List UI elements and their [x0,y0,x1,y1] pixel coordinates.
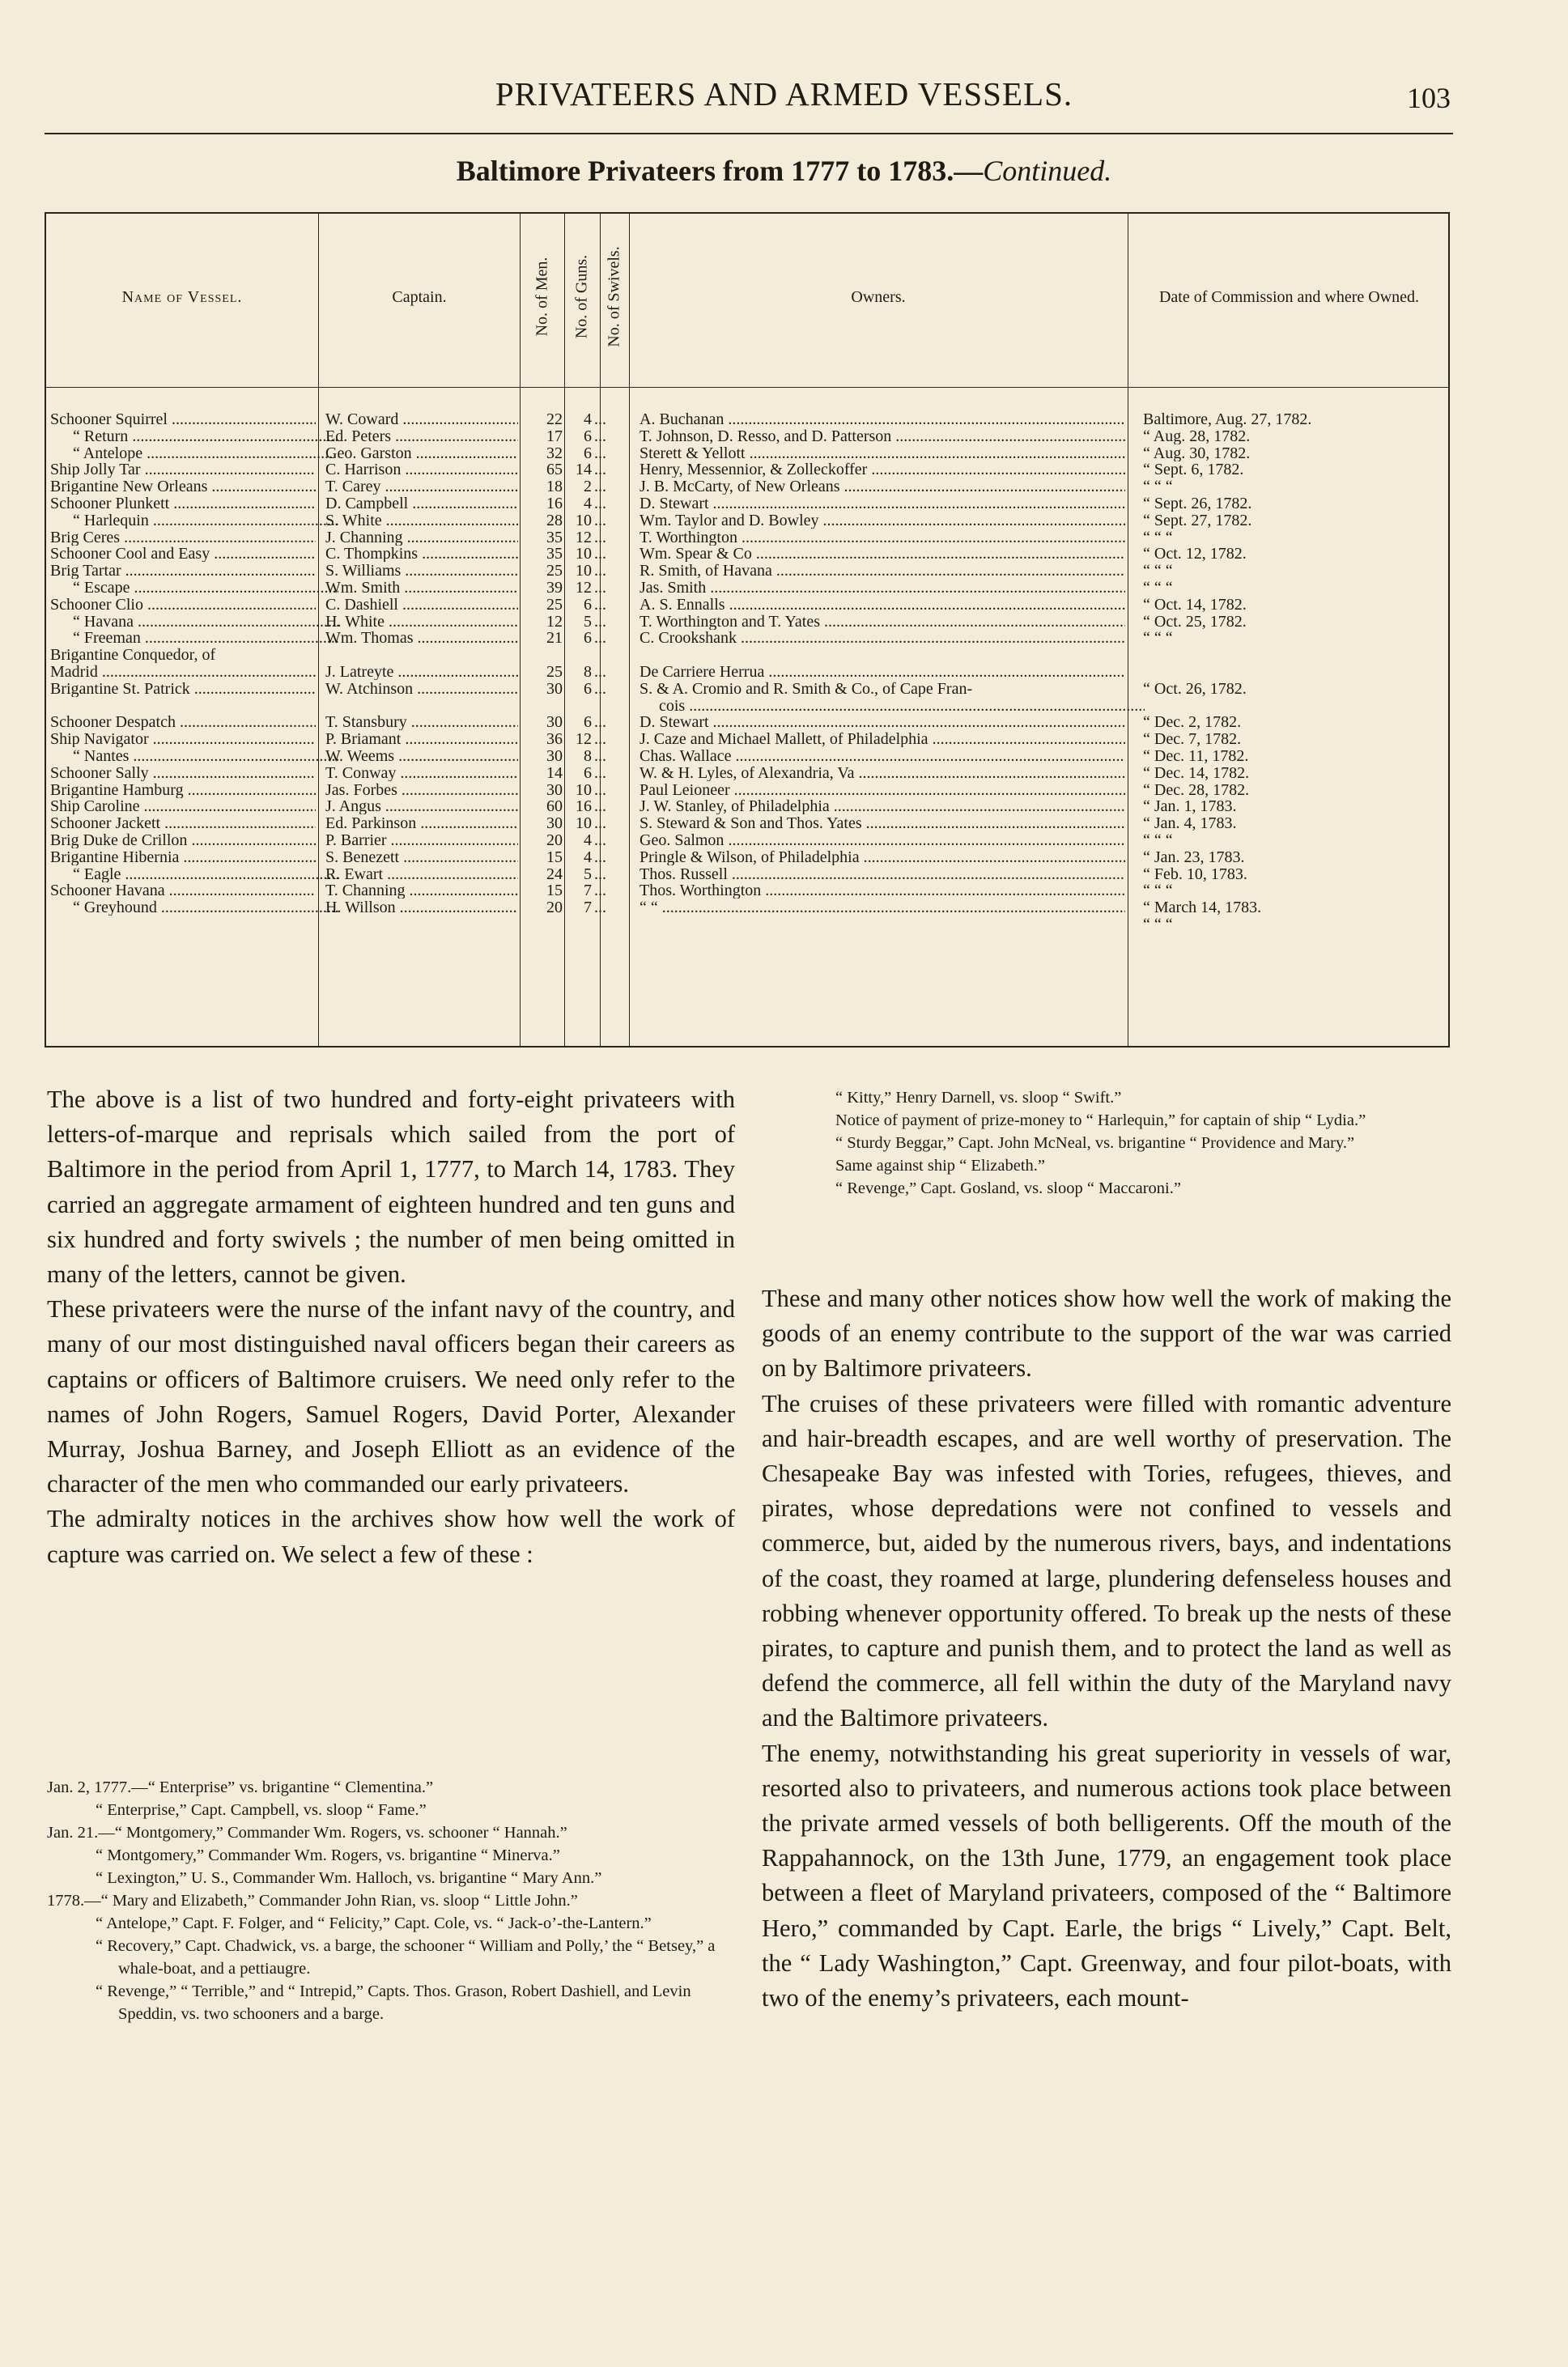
table-cell-men [521,916,563,933]
table-cell-vessel: Madrid ..... [50,664,316,680]
table-cell-date: “ Sept. 6, 1782. [1143,461,1244,478]
paragraph: These and many other notices show how well the work of making the goods of an enemy contribute to the support of the war was carried on by Baltimore privateers. [762,1285,1451,1383]
table-cell-captain: H. White ..... [325,614,518,630]
table-cell-captain: Wm. Thomas ..... [325,630,518,646]
table-cell-owners: “ “ ..... [640,899,1125,916]
table-cell-vessel: Brig Duke de Crillon ..... [50,832,316,848]
table-cell-men: 18 [546,478,563,495]
table-cell-captain [325,916,518,933]
table-cell-swivels: ... [594,630,606,647]
table-cell-owners: A. Buchanan ..... [640,411,1125,427]
table-cell-men: 14 [546,764,563,781]
table-cell-vessel: Schooner Havana ..... [50,882,316,899]
table-cell-men: 32 [546,444,563,461]
paragraph: The cruises of these privateers were filled with romantic adventure and hair-breadth escapes, and are well worthy of preservation. The Chesapeake Bay was infested with Tories, refugees, thieves, and pirates, whose depredations were not confined to vessels and commerce, but, aided by the numerous rivers, bays, and indentations of the coast, they roamed at large, plundering defenseless houses and robbing whenever opportunity offered. To break up the nests of these pirates, to capture and punish them, and to protect the land as well as defend the commerce, all fell within the duty of the Maryland navy and the Baltimore privateers. [762,1389,1451,1732]
table-cell-men: 30 [546,714,563,731]
table-cell-men: 36 [546,731,563,748]
table-cell-vessel: Schooner Despatch ..... [50,714,316,730]
table-cell-captain [325,698,518,714]
table-cell-captain: T. Stansbury ..... [325,714,518,730]
table-cell-captain [325,647,518,663]
table-cell-captain: C. Dashiell ..... [325,597,518,613]
left-column-notices [47,1776,727,2025]
table-cell-men: 15 [546,848,563,865]
table-cell-owners: Wm. Taylor and D. Bowley ..... [640,512,1125,529]
table-cell-vessel: “ Escape ..... [50,580,338,596]
table-cell-men: 12 [546,613,563,630]
table-cell-captain: D. Campbell ..... [325,495,518,512]
table-cell-men: 20 [546,899,563,916]
table-cell-owners [640,647,1125,663]
table-cell-vessel: Ship Navigator ..... [50,731,316,747]
table-cell-captain: J. Latreyte ..... [325,664,518,680]
table-cell-owners: R. Smith, of Havana ..... [640,563,1125,579]
table-cell-guns: 6 [584,596,592,613]
table-cell-men [521,698,563,714]
table-cell-captain: W. Atchinson ..... [325,681,518,697]
table-cell-men: 30 [546,748,563,764]
admiralty-notice: “ Antelope,” Capt. F. Folger, and “ Felicity,” Capt. Cole, vs. “ Jack-o’-the-Lantern.” [96,1914,652,1932]
header-men: No. of Men. [533,257,551,337]
table-cell-vessel: Brigantine Hibernia ..... [50,849,316,865]
table-cell-swivels: ... [594,664,606,680]
table-cell-vessel: Brig Ceres ..... [50,529,316,546]
table-cell-captain: J. Angus ..... [325,798,518,814]
table-cell-vessel: Brigantine New Orleans ..... [50,478,316,495]
table-cell-owners: C. Crookshank ..... [640,630,1125,646]
table-cell-captain: T. Conway ..... [325,765,518,781]
header-swivels: No. of Swivels. [605,246,623,347]
right-column-text [762,1281,1451,2016]
table-cell-guns: 16 [576,798,592,815]
table-cell-men: 65 [546,461,563,478]
table-cell-owners: S. & A. Cromio and R. Smith & Co., of Cape Fran- [640,680,973,697]
table-cell-date: “ Jan. 1, 1783. [1143,798,1237,815]
table-cell-men: 39 [546,580,563,596]
table-cell-vessel: “ Nantes ..... [50,748,338,764]
table-cell-guns: 4 [584,832,592,848]
header-vessel: Name of Vessel. [121,288,243,306]
table-cell-swivels: ... [594,580,606,596]
table-cell-vessel: “ Return ..... [50,428,338,444]
admiralty-notice: 1778.—“ Mary and Elizabeth,” Commander John Rian, vs. sloop “ Little John.” [47,1892,578,1910]
table-cell-men: 35 [546,546,563,563]
table-cell-swivels: ... [594,596,606,613]
table-cell-swivels: ... [594,563,606,580]
admiralty-notice: “ Enterprise,” Capt. Campbell, vs. sloop “ Fame.” [96,1801,427,1819]
table-cell-vessel [50,698,316,714]
table-cell-guns: 10 [576,815,592,832]
table-cell-date: “ Dec. 28, 1782. [1143,781,1250,798]
table-cell-guns: 8 [584,664,592,680]
admiralty-notice: Notice of payment of prize-money to “ Harlequin,” for captain of ship “ Lydia.” [835,1111,1366,1129]
table-cell-guns: 4 [584,848,592,865]
table-cell-guns: 6 [584,680,592,697]
table-cell-captain: T. Channing ..... [325,882,518,899]
table-cell-date: “ Dec. 14, 1782. [1143,764,1250,781]
table-cell-captain: Wm. Smith ..... [325,580,518,596]
table-cell-date [1135,698,1455,714]
table-cell-guns: 10 [576,546,592,563]
table-cell-men: 35 [546,529,563,546]
table-cell-owners: De Carriere Herrua ..... [640,664,1125,680]
col-rule [629,212,630,1048]
table-cell-captain: R. Ewart ..... [325,866,518,882]
table-cell-owners [640,916,1125,933]
table-cell-owners: J. W. Stanley, of Philadelphia ..... [640,798,1125,814]
admiralty-notice: “ Montgomery,” Commander Wm. Rogers, vs. brigantine “ Minerva.” [96,1846,560,1864]
table-cell-vessel: “ Greyhound ..... [50,899,338,916]
table-cell-captain: S. Benezett ..... [325,849,518,865]
table-cell-owners: cois ..... [640,698,1145,714]
table-cell-vessel: “ Eagle ..... [50,866,338,882]
table-cell-guns: 5 [584,865,592,882]
paragraph: The admiralty notices in the archives show how well the work of capture was carried on. We select a few of these : [47,1505,735,1568]
header-rule [45,133,1453,134]
table-cell-date: “ March 14, 1783. [1143,899,1262,916]
table-cell-vessel: “ Harlequin ..... [50,512,338,529]
table-cell-men [521,647,563,663]
table-title-continued: Continued. [983,155,1112,187]
table-cell-guns: 6 [584,444,592,461]
table-cell-guns: 10 [576,781,592,798]
table-cell-date: “ Feb. 10, 1783. [1143,865,1247,882]
header-row-rule [45,387,1450,388]
table-cell-date: “ “ “ [1143,529,1173,546]
table-cell-vessel: Ship Jolly Tar ..... [50,461,316,478]
table-cell-men: 25 [546,596,563,613]
table-cell-guns [566,916,592,933]
table-cell-owners: T. Worthington and T. Yates ..... [640,614,1125,630]
table-cell-owners: Thos. Russell ..... [640,866,1125,882]
table-cell-vessel: “ Havana ..... [50,614,338,630]
admiralty-notice: “ Revenge,” Capt. Gosland, vs. sloop “ Maccaroni.” [835,1179,1181,1197]
table-cell-vessel: Ship Caroline ..... [50,798,316,814]
table-cell-owners: Jas. Smith ..... [640,580,1125,596]
table-cell-swivels [594,698,627,714]
table-cell-vessel: Schooner Clio ..... [50,597,316,613]
table-cell-vessel: Brigantine Conquedor, of [50,647,216,664]
admiralty-notice: “ Sturdy Beggar,” Capt. John McNeal, vs. brigantine “ Providence and Mary.” [835,1134,1355,1152]
table-cell-guns: 12 [576,731,592,748]
table-cell-date: “ Oct. 26, 1782. [1143,680,1247,697]
table-cell-captain: C. Thompkins ..... [325,546,518,562]
table-cell-owners: Pringle & Wilson, of Philadelphia ..... [640,849,1125,865]
admiralty-notice: Jan. 21.—“ Montgomery,” Commander Wm. Rogers, vs. schooner “ Hannah.” [47,1824,567,1842]
table-cell-guns: 5 [584,613,592,630]
table-cell-date: “ Dec. 7, 1782. [1143,731,1242,748]
table-cell-swivels: ... [594,444,606,461]
table-cell-guns [566,647,592,663]
table-cell-guns: 8 [584,748,592,764]
table-cell-men: 22 [546,411,563,427]
table-cell-date: “ “ “ [1143,478,1173,495]
table-cell-swivels: ... [594,865,606,882]
table-cell-vessel: Brigantine Hamburg ..... [50,782,316,798]
table-cell-owners: W. & H. Lyles, of Alexandria, Va ..... [640,765,1125,781]
table-cell-vessel: “ Freeman ..... [50,630,338,646]
table-cell-date: “ “ “ [1143,882,1173,899]
admiralty-notice: Jan. 2, 1777.—“ Enterprise” vs. brigantine “ Clementina.” [47,1778,434,1796]
table-cell-swivels: ... [594,731,606,748]
table-cell-vessel: Schooner Cool and Easy ..... [50,546,316,562]
table-cell-date [1135,664,1455,680]
table-cell-guns: 14 [576,461,592,478]
table-cell-guns: 12 [576,529,592,546]
left-column-text [47,1082,735,1572]
table-cell-date: “ Jan. 4, 1783. [1143,815,1237,832]
table-title-text: Baltimore Privateers from 1777 to 1783.— [456,155,984,187]
table-cell-swivels: ... [594,680,606,697]
table-cell-men: 24 [546,865,563,882]
table-cell-captain: P. Barrier ..... [325,832,518,848]
table-cell-guns: 6 [584,714,592,731]
header-captain: Captain. [392,288,447,306]
table-cell-captain: P. Briamant ..... [325,731,518,747]
table-cell-captain: Jas. Forbes ..... [325,782,518,798]
table-cell-men: 15 [546,882,563,899]
table-cell-guns: 12 [576,580,592,596]
table-cell-guns: 4 [584,495,592,512]
table-cell-owners: D. Stewart ..... [640,495,1125,512]
table-cell-owners: J. Caze and Michael Mallett, of Philadelphia ..... [640,731,1125,747]
table-cell-swivels: ... [594,427,606,444]
table-cell-vessel: Schooner Plunkett ..... [50,495,316,512]
table-title [0,154,1568,188]
table-cell-men: 16 [546,495,563,512]
table-cell-captain: W. Coward ..... [325,411,518,427]
table-cell-owners: A. S. Ennalls ..... [640,597,1125,613]
table-cell-swivels: ... [594,798,606,815]
table-cell-captain: Geo. Garston ..... [325,445,518,461]
table-cell-date: “ “ “ [1143,916,1173,933]
table-cell-date: “ “ “ [1143,563,1173,580]
admiralty-notice: “ Lexington,” U. S., Commander Wm. Halloch, vs. brigantine “ Mary Ann.” [96,1869,602,1887]
table-cell-swivels: ... [594,478,606,495]
table-cell-guns: 7 [584,882,592,899]
table-cell-owners: T. Johnson, D. Resso, and D. Patterson ..... [640,428,1125,444]
table-cell-owners: Thos. Worthington ..... [640,882,1125,899]
table-cell-captain: W. Weems ..... [325,748,518,764]
table-cell-swivels: ... [594,781,606,798]
table-cell-swivels: ... [594,764,606,781]
table-cell-swivels: ... [594,815,606,832]
table-cell-captain: C. Harrison ..... [325,461,518,478]
table-cell-owners: T. Worthington ..... [640,529,1125,546]
running-title: PRIVATEERS AND ARMED VESSELS. [495,75,1073,113]
table-cell-guns [566,698,592,714]
admiralty-notice: “ Recovery,” Capt. Chadwick, vs. a barge, the schooner “ William and Polly,’ the “ Betsey,” a whale-boat, and a pettiaugre. [96,1937,716,1978]
table-cell-vessel: Brig Tartar ..... [50,563,316,579]
table-cell-guns: 2 [584,478,592,495]
table-cell-guns: 7 [584,899,592,916]
table-cell-date [1135,647,1455,663]
table-cell-captain: H. Willson ..... [325,899,518,916]
table-cell-date: “ Jan. 23, 1783. [1143,848,1245,865]
table-cell-vessel: “ Antelope ..... [50,445,338,461]
table-cell-men: 21 [546,630,563,647]
table-cell-captain: T. Carey ..... [325,478,518,495]
table-cell-swivels: ... [594,512,606,529]
table-cell-swivels: ... [594,832,606,848]
table-cell-date: Baltimore, Aug. 27, 1782. [1143,411,1312,427]
table-cell-swivels: ... [594,899,606,916]
table-cell-date: “ Dec. 2, 1782. [1143,714,1242,731]
table-cell-swivels: ... [594,848,606,865]
table-cell-men: 30 [546,781,563,798]
table-cell-men: 17 [546,427,563,444]
table-cell-owners: J. B. McCarty, of New Orleans ..... [640,478,1125,495]
table-cell-vessel: Schooner Jackett ..... [50,815,316,831]
paragraph: These privateers were the nurse of the infant navy of the country, and many of our most distinguished naval officers began their careers as captains or officers of Baltimore cruisers. We need only refer to the names of John Rogers, Samuel Rogers, David Porter, Alexander Murray, Joshua Barney, and Joseph Elliott as an evidence of the character of the men who commanded our early privateers. [47,1295,735,1498]
table-cell-owners: Paul Leioneer ..... [640,782,1125,798]
table-cell-swivels [594,647,627,663]
table-cell-date: “ Oct. 12, 1782. [1143,546,1247,563]
table-cell-owners: Geo. Salmon ..... [640,832,1125,848]
table-cell-men: 60 [546,798,563,815]
table-cell-owners: Wm. Spear & Co ..... [640,546,1125,562]
table-cell-owners: Sterett & Yellott ..... [640,445,1125,461]
table-cell-vessel: Schooner Sally ..... [50,765,316,781]
table-cell-captain: Ed. Peters ..... [325,428,518,444]
table-cell-date: “ Aug. 28, 1782. [1143,427,1251,444]
table-cell-men: 25 [546,664,563,680]
table-cell-date: “ “ “ [1143,832,1173,848]
table-cell-owners: S. Steward & Son and Thos. Yates ..... [640,815,1125,831]
table-cell-date: “ Dec. 11, 1782. [1143,748,1249,764]
table-cell-date: “ Aug. 30, 1782. [1143,444,1251,461]
table-cell-swivels: ... [594,546,606,563]
table-cell-captain: S. White ..... [325,512,518,529]
table-cell-swivels: ... [594,411,606,427]
page-number: 103 [1407,82,1451,114]
right-column-notices [835,1086,1451,1200]
table-cell-men: 30 [546,815,563,832]
table-cell-vessel [50,916,316,933]
table-cell-captain: Ed. Parkinson ..... [325,815,518,831]
table-cell-men: 25 [546,563,563,580]
paragraph: The enemy, notwithstanding his great superiority in vessels of war, resorted also to privateers, and numerous actions took place between the private armed vessels of both belligerents. Off the mouth of the Rappahannock, on the 13th June, 1779, an engagement took place between a fleet of Maryland privateers, composed of the “ Baltimore Hero,” commanded by Capt. Earle, the brigs “ Lively,” Capt. Belt, the “ Lady Washington,” Capt. Greenway, and four pilot-boats, with two of the enemy’s privateers, each mount- [762,1739,1451,2012]
table-cell-date: “ “ “ [1143,630,1173,647]
paragraph: The above is a list of two hundred and forty-eight privateers with letters-of-marque and reprisals which sailed from the port of Baltimore in the period from April 1, 1777, to March 14, 1783. They carried an aggregate armament of eighteen hundred and ten guns and six hundred and forty swivels ; the number of men being omitted in many of the letters, cannot be given. [47,1086,735,1289]
table-cell-date: “ Oct. 25, 1782. [1143,613,1247,630]
table-cell-swivels: ... [594,748,606,764]
table-cell-swivels: ... [594,714,606,731]
table-cell-date: “ Oct. 14, 1782. [1143,596,1247,613]
header-owners: Owners. [851,288,906,306]
table-cell-men: 20 [546,832,563,848]
table-cell-guns: 10 [576,563,592,580]
table-cell-date: “ Sept. 27, 1782. [1143,512,1252,529]
table-cell-vessel: Brigantine St. Patrick ..... [50,681,316,697]
table-cell-captain: S. Williams ..... [325,563,518,579]
table-cell-guns: 4 [584,411,592,427]
table-cell-owners: Chas. Wallace ..... [640,748,1125,764]
table-cell-men: 28 [546,512,563,529]
table-cell-captain: J. Channing ..... [325,529,518,546]
admiralty-notice: “ Kitty,” Henry Darnell, vs. sloop “ Swift.” [835,1089,1122,1107]
table-cell-guns: 10 [576,512,592,529]
table-cell-swivels [594,916,627,933]
table-cell-date: “ “ “ [1143,580,1173,596]
admiralty-notice: “ Revenge,” “ Terrible,” and “ Intrepid,” Capts. Thos. Grason, Robert Dashiell, and Levin Speddin, vs. two schooners and a barge. [96,1982,691,2023]
header-guns: No. of Guns. [572,254,591,339]
table-cell-swivels: ... [594,613,606,630]
table-cell-vessel: Schooner Squirrel ..... [50,411,316,427]
table-cell-swivels: ... [594,461,606,478]
header-date: Date of Commission and where Owned. [1158,288,1420,306]
table-cell-owners: D. Stewart ..... [640,714,1125,730]
table-cell-guns: 6 [584,630,592,647]
table-cell-date: “ Sept. 26, 1782. [1143,495,1252,512]
table-cell-swivels: ... [594,882,606,899]
table-cell-guns: 6 [584,764,592,781]
col-rule [564,212,565,1048]
col-rule [520,212,521,1048]
table-cell-swivels: ... [594,529,606,546]
table-cell-guns: 6 [584,427,592,444]
admiralty-notice: Same against ship “ Elizabeth.” [835,1157,1046,1175]
table-cell-owners: Henry, Messennior, & Zolleckoffer ..... [640,461,1125,478]
table-cell-swivels: ... [594,495,606,512]
table-cell-men: 30 [546,680,563,697]
